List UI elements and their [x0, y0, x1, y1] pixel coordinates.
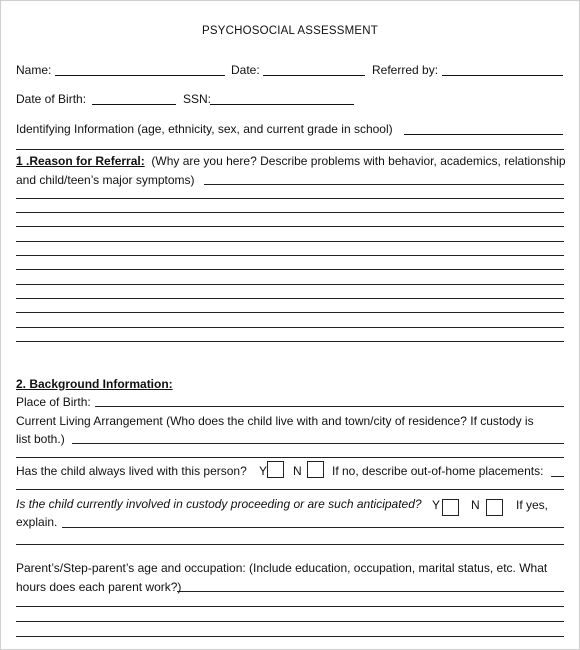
answer-line[interactable] — [16, 284, 564, 285]
parents-field[interactable] — [177, 591, 564, 592]
parents-question-cont: hours does each parent work?) — [16, 580, 182, 594]
reason-for-referral-heading: 1 .Reason for Referral: — [16, 154, 145, 168]
explain-label: explain. — [16, 515, 58, 529]
custody-no-checkbox[interactable] — [486, 499, 503, 516]
custody-yes-label: Y — [432, 498, 441, 512]
date-field[interactable] — [263, 75, 365, 76]
living-arrangement-label-cont: list both.) — [16, 432, 65, 446]
answer-line[interactable] — [16, 621, 564, 622]
answer-line[interactable] — [16, 606, 564, 607]
always-lived-no-label: N — [293, 464, 302, 478]
always-lived-no-checkbox[interactable] — [307, 461, 324, 478]
name-label: Name: — [16, 63, 52, 77]
place-of-birth-field[interactable] — [95, 406, 564, 407]
custody-question: Is the child currently involved in custody proceeding or are such anticipated? — [16, 497, 422, 511]
ssn-label: SSN: — [183, 92, 212, 106]
ssn-field[interactable] — [210, 104, 354, 105]
explain-field[interactable] — [62, 527, 564, 528]
custody-yes-checkbox[interactable] — [442, 499, 459, 516]
answer-line[interactable] — [16, 489, 564, 490]
place-of-birth-label: Place of Birth: — [16, 395, 91, 409]
referred-by-label: Referred by: — [372, 63, 439, 77]
dob-field[interactable] — [92, 104, 176, 105]
background-info-heading: 2. Background Information: — [16, 377, 173, 391]
answer-line[interactable] — [16, 298, 564, 299]
if-yes-label: If yes, — [516, 498, 549, 512]
parents-question: Parent’s/Step-parent’s age and occupation: (Include education, occupation, marital status, etc. What — [16, 561, 548, 575]
answer-line[interactable] — [16, 226, 564, 227]
identifying-info-label: Identifying Information (age, ethnicity, sex, and current grade in school) — [16, 122, 393, 136]
date-label: Date: — [231, 63, 260, 77]
reason-for-referral-question-cont: and child/teen’s major symptoms) — [16, 173, 195, 187]
form-title: PSYCHOSOCIAL ASSESSMENT — [201, 25, 379, 37]
dob-label: Date of Birth: — [16, 92, 87, 106]
always-lived-yes-checkbox[interactable] — [267, 461, 284, 478]
reason-for-referral-question: (Why are you here? Describe problems with behavior, academics, relationship — [151, 154, 566, 168]
answer-line[interactable] — [16, 149, 564, 150]
answer-line[interactable] — [16, 198, 564, 199]
answer-line[interactable] — [16, 457, 564, 458]
answer-line[interactable] — [16, 212, 564, 213]
answer-line[interactable] — [16, 269, 564, 270]
always-lived-yes-label: Y — [259, 464, 268, 478]
custody-no-label: N — [471, 498, 480, 512]
answer-line[interactable] — [16, 241, 564, 242]
if-no-label: If no, describe out-of-home placements: — [332, 464, 544, 478]
answer-line[interactable] — [16, 327, 564, 328]
name-field[interactable] — [55, 75, 225, 76]
reason-for-referral-row — [16, 154, 566, 168]
answer-line[interactable] — [16, 544, 564, 545]
answer-line[interactable] — [16, 341, 564, 342]
answer-line[interactable] — [16, 255, 564, 256]
referred-by-field[interactable] — [442, 75, 563, 76]
always-lived-question: Has the child always lived with this person? — [16, 464, 247, 478]
answer-line[interactable] — [551, 476, 564, 477]
answer-line[interactable] — [204, 184, 564, 185]
answer-line[interactable] — [16, 636, 564, 637]
living-arrangement-field[interactable] — [72, 443, 564, 444]
living-arrangement-label: Current Living Arrangement (Who does the child live with and town/city of residence? If custody is — [16, 414, 534, 428]
answer-line[interactable] — [16, 312, 564, 313]
identifying-info-field[interactable] — [404, 134, 563, 135]
